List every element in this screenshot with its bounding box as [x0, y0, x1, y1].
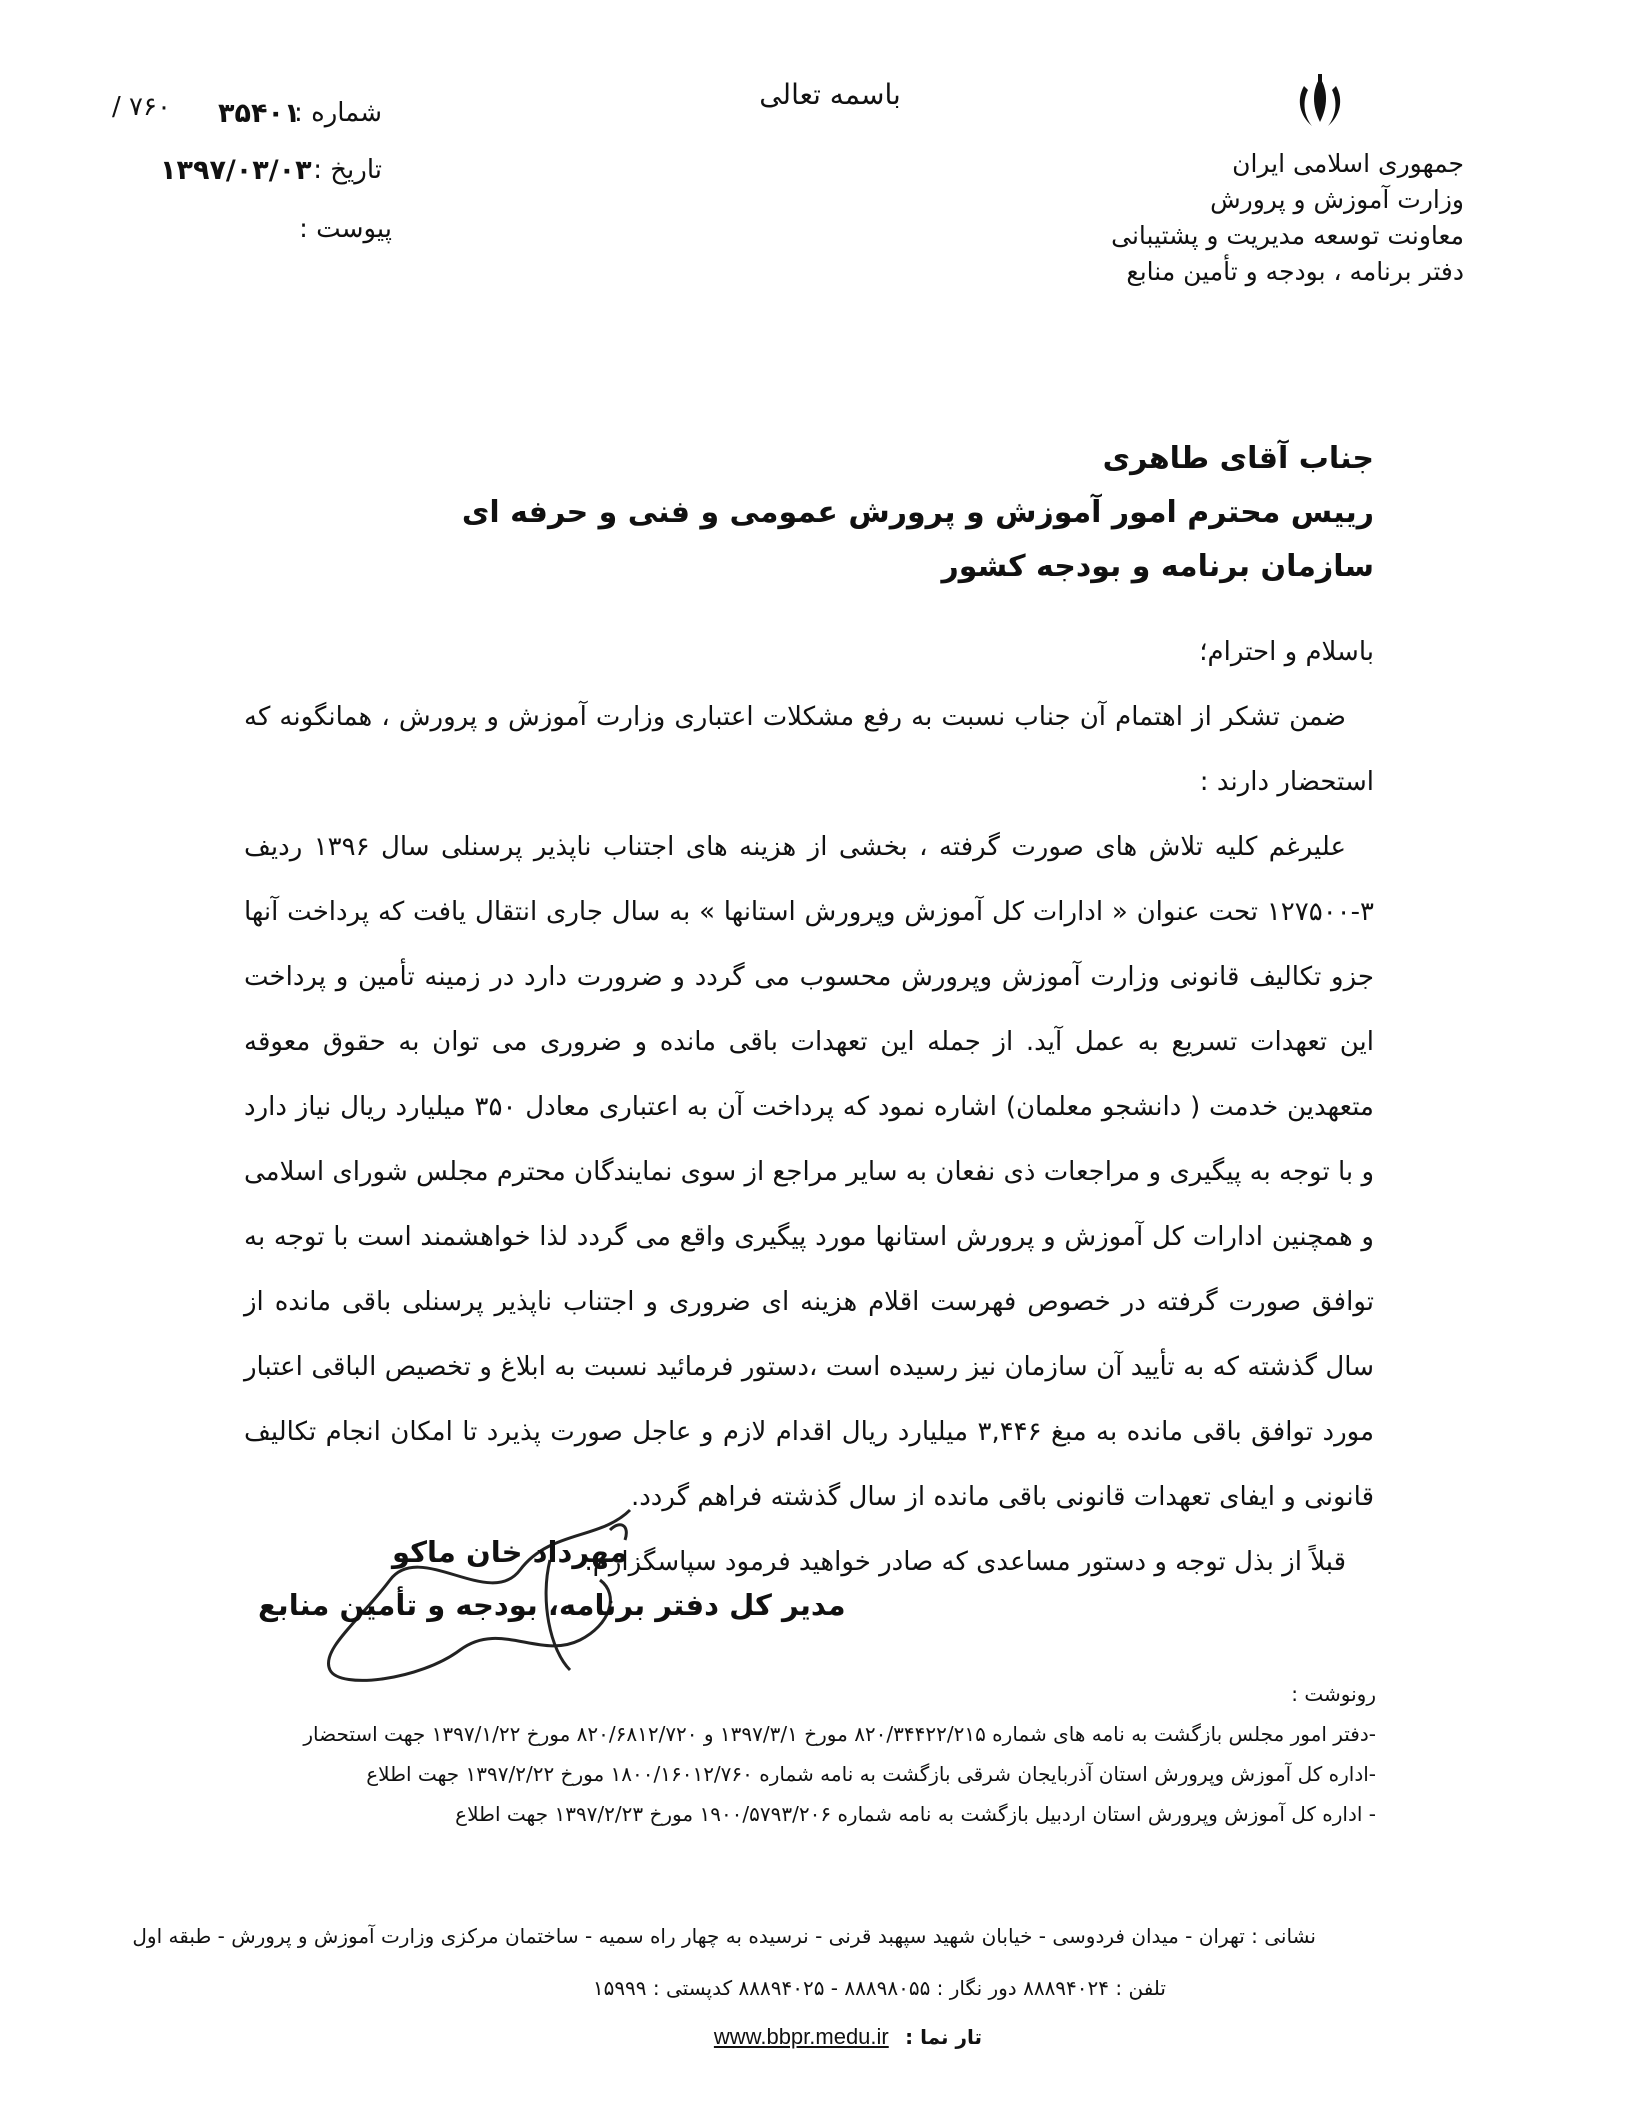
letter-number: ۳۵۴۰۱: [218, 98, 301, 129]
iran-emblem-icon: [1290, 72, 1350, 132]
ministry-header: [1084, 146, 1464, 290]
addressee-block: [274, 432, 1374, 594]
letter-date: ۱۳۹۷/۰۳/۰۳: [160, 155, 312, 186]
number-label: شماره :: [294, 98, 382, 128]
copy-item: -اداره کل آموزش وپرورش استان آذربایجان شرقی بازگشت به نامه شماره ۱۸۰۰/۱۶۰۱۲/۷۶۰ مورخ ۱۳۹۷/۲/۲۲ جهت اطلاع: [366, 1762, 1376, 1786]
copies-label: رونوشت :: [1291, 1682, 1376, 1706]
copy-item: -دفتر امور مجلس بازگشت به نامه های شماره ۸۲۰/۳۴۴۲۲/۲۱۵ مورخ ۱۳۹۷/۳/۱ و ۸۲۰/۶۸۱۲/۷۲۰ مورخ ۱۳۹۷/۱/۲۲ جهت استحضار: [303, 1722, 1376, 1746]
org-line: معاونت توسعه مدیریت و پشتیبانی: [1111, 221, 1464, 250]
org-line: دفتر برنامه ، بودجه و تأمین منابع: [1126, 257, 1464, 286]
footer-address: نشانی : تهران - میدان فردوسی - خیابان شهید سپهبد قرنی - نرسیده به چهار راه سمیه - ساختمان مرکزی وزارت آموزش و پرورش - طبقه اول: [132, 1924, 1316, 1948]
footer-contact: تلفن : ۸۸۸۹۴۰۲۴ دور نگار : ۸۸۸۹۸۰۵۵ - ۸۸۸۹۴۰۲۵ کدپستی : ۱۵۹۹۹: [592, 1976, 1166, 2000]
signatory-title: مدیر کل دفتر برنامه، بودجه و تأمین منابع: [258, 1588, 846, 1622]
greeting: باسلام و احترام؛: [1199, 637, 1374, 667]
addressee-title: رییس محترم امور آموزش و پرورش عمومی و فنی و حرفه ای: [461, 495, 1374, 530]
signatory-name: مهرداد خان ماکو: [392, 1535, 628, 1569]
org-line: وزارت آموزش و پرورش: [1210, 185, 1464, 214]
date-label: تاریخ :: [313, 155, 382, 185]
closing-paragraph: قبلاً از بذل توجه و دستور مساعدی که صادر خواهید فرمود سپاسگزارم.: [584, 1547, 1346, 1577]
website-label: تار نما :: [905, 2025, 982, 2049]
addressee-organization: سازمان برنامه و بودجه کشور: [941, 549, 1374, 584]
copies-section: [226, 1674, 1376, 1834]
attachment-label: پیوست :: [299, 214, 392, 244]
body-paragraph: ضمن تشکر از اهتمام آن جناب نسبت به رفع مشکلات اعتباری وزارت آموزش و پرورش ، همانگونه که استحضار دارند :: [244, 702, 1374, 797]
letter-number-suffix: / ۷۶۰: [112, 92, 171, 122]
org-line: جمهوری اسلامی ایران: [1232, 149, 1464, 178]
footer-website: [714, 2024, 982, 2050]
copy-item: - اداره کل آموزش وپرورش استان اردبیل بازگشت به نامه شماره ۱۹۰۰/۵۷۹۳/۲۰۶ مورخ ۱۳۹۷/۲/۲۳ جهت اطلاع: [455, 1802, 1376, 1826]
invocation-text: باسمه تعالی: [759, 78, 901, 111]
addressee-name: جناب آقای طاهری: [1102, 441, 1374, 476]
website-link[interactable]: www.bbpr.medu.ir: [713, 2024, 889, 2049]
body-paragraph: علیرغم کلیه تلاش های صورت گرفته ، بخشی از هزینه های اجتناب ناپذیر پرسنلی سال ۱۳۹۶ ردیف ۳-۱۲۷۵۰۰ تحت عنوان « ادارات کل آموزش وپرورش استانها » به سال جاری انتقال یافت که پرداخت آنها جزو تکالیف قانونی وزارت آموزش وپرورش محسوب می گردد و ضرورت دارد در زمینه تأمین و پرداخت این تعهدات تسریع به عمل آید. از جمله این تعهدات باقی مانده و ضروری می توان به حقوق معوقه متعهدین خدمت ( دانشجو معلمان) اشاره نمود که پرداخت آن به اعتباری معادل ۳۵۰ میلیارد ریال نیاز دارد و با توجه به پیگیری و مراجعات ذی نفعان به سایر مراجع از سوی نمایندگان محترم مجلس شورای اسلامی و همچنین ادارات کل آموزش و پرورش استانها مورد پیگیری واقع می گردد لذا خواهشمند است با توجه به توافق صورت گرفته در خصوص فهرست اقلام هزینه ای ضروری و اجتناب ناپذیر پرسنلی باقی مانده از سال گذشته که به تأیید آن سازمان نیز رسیده است ،دستور فرمائید نسبت به ابلاغ و تخصیص الباقی اعتبار مورد توافق باقی مانده به مبغ ۳,۴۴۶ میلیارد ریال اقدام لازم و عاجل صورت پذیرد تا امکان انجام تکالیف قانونی و ایفای تعهدات قانونی باقی مانده از سال گذشته فراهم گردد.: [244, 832, 1375, 1512]
letter-body: [244, 620, 1374, 1595]
